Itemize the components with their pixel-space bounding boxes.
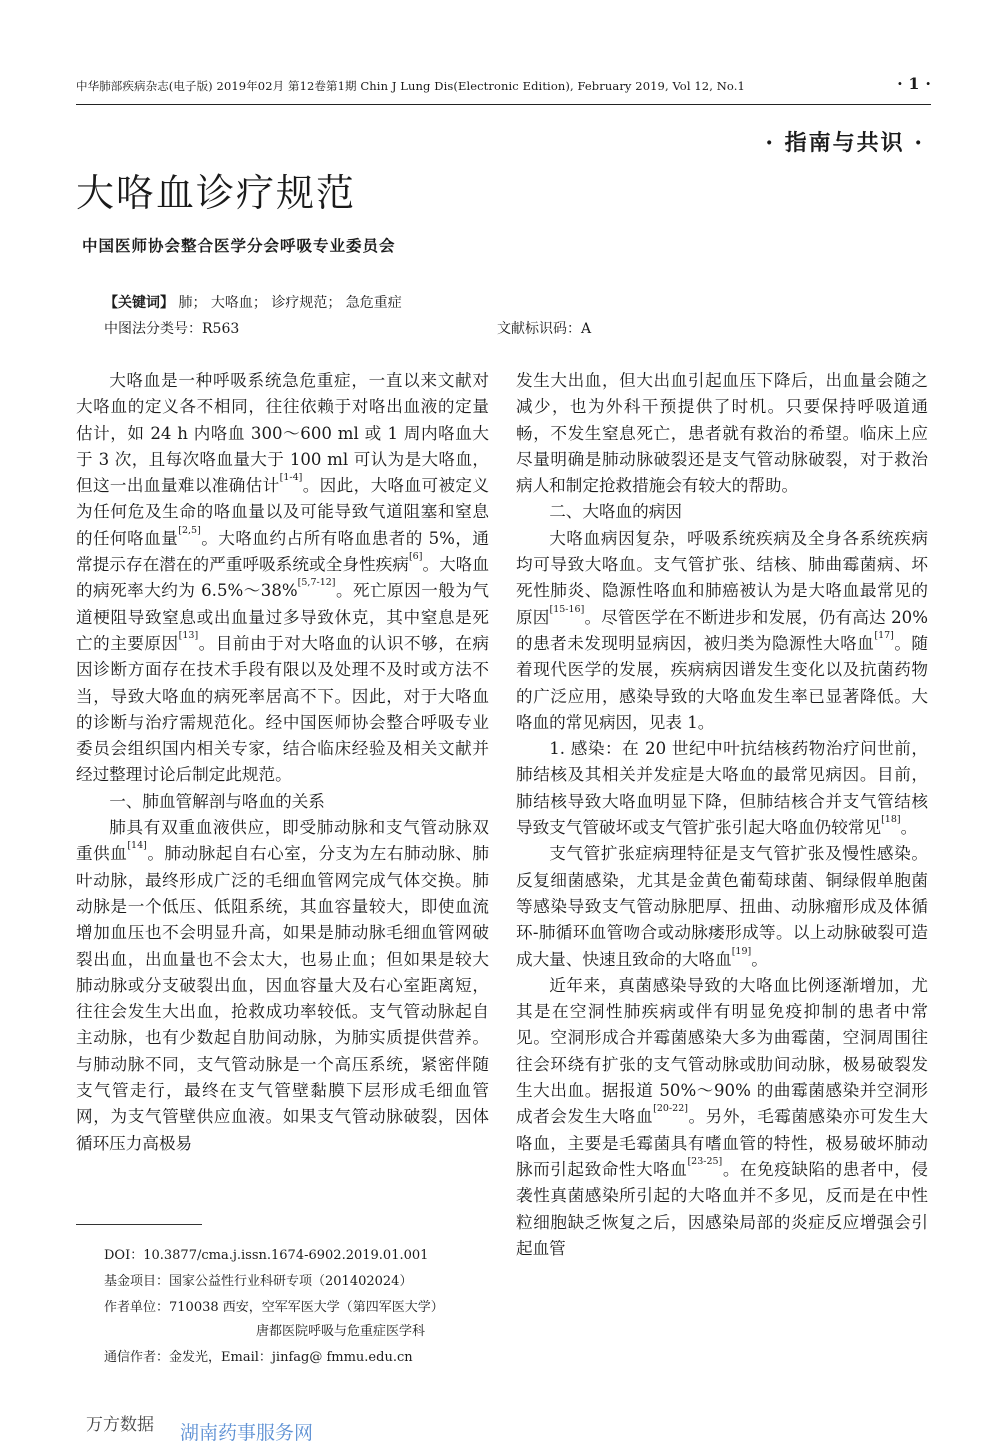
running-header [76,74,931,105]
paragraph: 支气管扩张症病理特征是支气管扩张及慢性感染。反复细菌感染，尤其是金黄色葡萄球菌、铜绿假单胞菌等感染导致支气管动脉肥厚、扭曲、动脉瘤形成及体循环-肺循环血管吻合或动脉瘘形成等。以上动脉破裂可造成大量、快速且致命的大咯血[19]。 [516,844,928,969]
left-column [76,368,489,1157]
doi: DOI：10.3877/cma.j.issn.1674-6902.2019.01.001 [104,1248,429,1263]
keywords-line [104,292,402,312]
clc-number: 中图法分类号：R563 [104,321,240,337]
citation: [23-25] [687,1155,723,1167]
citation: [13] [178,629,199,641]
citation: [14] [127,840,147,852]
author-affiliation: 作者单位：710038 西安，空军军医大学（第四军医大学） [104,1300,444,1315]
article-title: 大咯血诊疗规范 [76,171,357,215]
citation: [1-4] [279,472,303,484]
citation: [2,5] [178,524,201,536]
journal-citation: 中华肺部疾病杂志(电子版) 2019年02月 第12卷第1期 Chin J Lung Dis(Electronic Edition), February 2019, Vol 12, No.1 [76,79,745,93]
citation: [15-16] [549,603,585,615]
document-code: 文献标识码：A [497,321,592,337]
section-heading: 二、大咯血的病因 [549,502,682,522]
keywords-label: 【关键词】 [104,295,174,311]
authors: 中国医师协会整合医学分会呼吸专业委员会 [82,236,396,255]
footnote-rule [76,1224,202,1225]
citation: [19] [731,945,752,957]
paragraph: 近年来，真菌感染导致的大咯血比例逐渐增加，尤其是在空洞性肺疾病或伴有明显免疫抑制的患者中常见。空洞形成合并霉菌感染大多为曲霉菌，空洞周围往往会环绕有扩张的支气管动脉或肋间动脉，极易破裂发生大出血。据报道 50%～90% 的曲霉菌感染并空洞形成者会发生大咯血[20-22]。另外，毛霉菌感染亦可发生大咯血，主要是毛霉菌具有嗜血管的特性，极易破坏肺动脉而引起致命性大咯血[23-25]。在免疫缺陷的患者中，侵袭性真菌感染所引起的大咯血并不多见，反而是在中性粒细胞缺乏恢复之后，因感染局部的炎症反应增强会引起血管 [516,975,929,1258]
paragraph: 发生大出血，但大出血引起血压下降后，出血量会随之减少，也为外科干预提供了时机。只要保持呼吸道通畅，不发生窒息死亡，患者就有救治的希望。临床上应尽量明确是肺动脉破裂还是支气管动脉破裂，对于救治病人和制定抢救措施会有较大的帮助。 [516,371,928,496]
section-tag: · 指南与共识 · [765,130,924,156]
citation: [20-22] [653,1103,688,1115]
wanfang-mark: 万方数据 [86,1415,154,1435]
author-affiliation-dept: 唐都医院呼吸与危重症医学科 [256,1324,426,1339]
section-heading: 一、肺血管解剖与咯血的关系 [109,791,325,811]
paragraph: 大咯血是一种呼吸系统急危重症，一直以来文献对大咯血的定义各不相同，往往依赖于对咯出血液的定量估计，如 24 h 内咯血 300～600 ml 或 1 周内咯血大于 3 次，且每次咯血量大于 100 ml 可认为是大咯血，但这一出血量难以准确估计[1-4]。因此，大咯血可被定义为任何危及生命的咯血量以及可能导致气道阻塞和窒息的任何咯血量[2,5]。大咯血约占所有咯血患者的 5%，通常提示存在潜在的严重呼吸系统或全身性疾病[6]。大咯血的病死率大约为 6.5%～38%[5,7-12]。死亡原因一般为气道梗阻导致窒息或出血量过多导致休克，其中窒息是死亡的主要原因[13]。目前由于对大咯血的认识不够，在病因诊断方面存在技术手段有限以及处理不及时或方法不当，导致大咯血的病死率居高不下。因此，对于大咯血的诊断与治疗需规范化。经中国医师协会整合呼吸专业委员会组织国内相关专家，结合临床经验及相关文献并经过整理讨论后制定此规范。 [76,371,490,785]
keywords: 肺； 大咯血； 诊疗规范； 急危重症 [178,295,402,311]
watermark: 湖南药事服务网 [180,1422,314,1444]
page-number: · 1 · [897,74,931,93]
paragraph: 大咯血病因复杂，呼吸系统疾病及全身各系统疾病均可导致大咯血。支气管扩张、结核、肺曲霉菌病、坏死性肺炎、隐源性咯血和肺癌被认为是大咯血最常见的原因[15-16]。尽管医学在不断进步和发展，仍有高达 20% 的患者未发现明显病因，被归类为隐源性大咯血[17]。随着现代医学的发展，疾病病因谱发生变化以及抗菌药物的广泛应用，感染导致的大咯血发生率已显著降低。大咯血的常见病因，见表 1。 [516,528,929,732]
fund-info: 基金项目：国家公益性行业科研专项（201402024） [104,1274,413,1289]
paragraph: 肺具有双重血液供应，即受肺动脉和支气管动脉双重供血[14]。肺动脉起自右心室，分支为左右肺动脉、肺叶动脉，最终形成广泛的毛细血管网完成气体交换。肺动脉是一个低压、低阻系统，其血容量较大，即使血流增加血压也不会明显升高，如果是肺动脉毛细血管网破裂出血，出血量也不会太大，也易止血；但如果是较大肺动脉或分支破裂出血，因血容量大及右心室距离短，往往会发生大出血，抢救成功率较低。支气管动脉起自主动脉，也有少数起自肋间动脉，为肺实质提供营养。与肺动脉不同，支气管动脉是一个高压系统，紧密伴随支气管走行，最终在支气管壁黏膜下层形成毛细血管网，为支气管壁供应血液。如果支气管动脉破裂，因体循环压力高极易 [76,818,490,1153]
citation: [6] [408,551,423,563]
corresponding-author: 通信作者：金发光，Email：jinfag@ fmmu.edu.cn [104,1350,413,1365]
citation: [17] [874,629,894,641]
citation: [18] [881,814,901,826]
paragraph: 1. 感染：在 20 世纪中叶抗结核药物治疗问世前，肺结核及其相关并发症是大咯血的最常见病因。目前，肺结核导致大咯血明显下降，但肺结核合并支气管结核导致支气管破坏或支气管扩张引起大咯血仍较常见[18]。 [516,739,928,838]
right-column [516,368,928,1262]
citation: [5,7-12] [297,577,336,589]
